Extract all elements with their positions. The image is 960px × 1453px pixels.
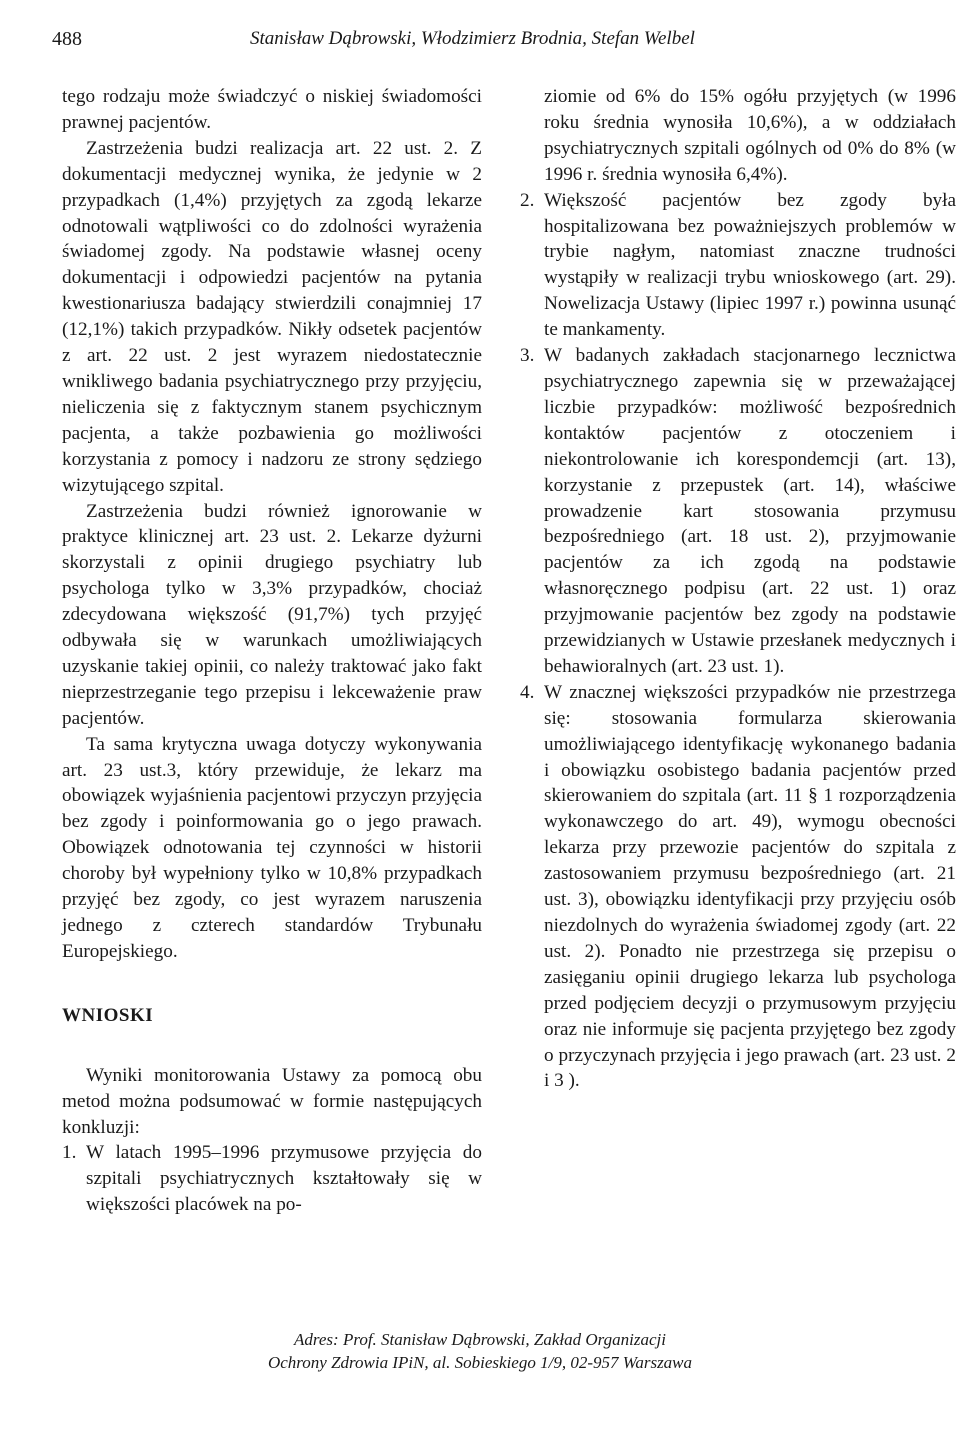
paragraph: Zastrzeżenia budzi realizacja art. 22 ust. 2. Z dokumentacji medycznej wynika, że jedynie w 2 przypadkach (1,4%) przyjętych za zgodą lekarze odnotowali wątpliwości co do zdolności wyrażenia świadomej zgody. Na podstawie własnej oceny dokumentacji i odpowiedzi pacjentów na pytania kwestionariusza badający stwierdzili conajmniej 17 (12,1%) takich przypadków. Nikły odsetek pacjentów z art. 22 ust. 2 jest wyrazem niedostatecznie wnikliwego badania psychiatrycznego przy przyjęciu, nieliczenia się z faktycznym stanem psychicznym pacjenta, a także pozbawienia go możliwości korzystania z pomocy i nadzoru ze strony sędziego wizytującego szpital. [62,137,482,496]
list-item [520,680,956,1095]
left-column [62,84,482,1218]
list-text: W znacznej większości przypadków nie przestrzega się: stosowania formularza skierowania umożliwiającego identyfikację wykonanego badania i obowiązku osobistego badania pacjentów przed skierowaniem do szpitala (art. 11 § 1 rozporządzenia wykonawczego do art. 49), wymogu obecności lekarza przy przewozie pacjentów do szpitala z zastosowaniem przymusu bezpośredniego (art. 21 ust. 3), obowiązku identyfikacji przy przyjęciu osób niezdolnych do wyrażenia świadomej zgody (art. 22 ust. 2). Ponadto nie przestrzega się przepisu o zasięganiu opinii drugiego lekarza lub psychologa przed podjęciem decyzji o przymusowym przyjęciu oraz nie informuje się pacjenta przyjętego bez zgody o przyczynach przyjęcia i jego prawach (art. 23 ust. 2 i 3 ). [544,681,956,1092]
right-column [520,84,956,1094]
list-number: 2. [520,189,535,211]
paragraph: Ta sama krytyczna uwaga dotyczy wykonywania art. 23 ust.3, który przewiduje, że lekarz ma obowiązek wyjaśnienia pacjentowi przyczyn przyjęcia bez zgody i poinformowania go o jego prawach. Obowiązek odnotowania tej czynności w historii choroby był wypełniony tylko w 10,8% przypadkach przyjęć bez zgody, co jest wyrazem naruszenia jednego z czterech standardów Trybunału Europejskiego. [62,733,482,962]
section-heading: WNIOSKI [62,1004,154,1026]
list-number-spacer [520,84,544,188]
address-line: Ochrony Zdrowia IPiN, al. Sobieskiego 1/9, 02-957 Warszawa [267,1353,693,1372]
list-text: W badanych zakładach stacjonarnego lecznictwa psychiatrycznego zapewnia się w przeważającej liczbie przypadków: możliwość bezpośrednich kontaktów pacjentów z otoczeniem i niekontrolowanie ich korespondemcji (art. 13), korzystanie z przepustek (art. 14), właściwe prowadzenie kart stosowania przymusu bezpośredniego (art. 18 ust. 2), przyjmowanie pacjentów za ich zgodą na podstawie własnoręcznego podpisu (art. 22 ust. 1) oraz przyjmowanie pacjentów bez zgody na podstawie przewidzianych w Ustawie przesłanek medycznych i behawioralnych (art. 23 ust. 1). [544,345,956,677]
paragraph: Zastrzeżenia budzi również ignorowanie w praktyce klinicznej art. 23 ust. 2. Lekarze dyżurni skorzystali z opinii drugiego psychiatry lub psychologa tylko w 3,3% przypadków, chociaż zdecydowana większość (91,7%) tych przyjęć odbywała się w warunkach umożliwiających uzyskanie takiej opinii, co należy traktować jako fakt nieprzestrzeganie tego przepisu i lekceważenie praw pacjentów. [62,500,482,729]
author-address [0,1328,960,1374]
list-item [62,1140,482,1218]
paragraph: tego rodzaju może świadczyć o niskiej świadomości prawnej pacjentów. [62,86,482,133]
list-item [520,343,956,680]
list-text: W latach 1995–1996 przymusowe przyjęcia do szpitali psychiatrycznych kształtowały się w większości placówek na po- [86,1142,482,1216]
list-item-continuation [520,84,956,188]
list-item [520,188,956,343]
list-text: ziomie od 6% do 15% ogółu przyjętych (w 1996 roku średnia wynosiła 10,6%), a w oddziałach psychiatrycznych szpitali ogólnych od 0% do 8% (w 1996 r. średnia wynosiła 6,4%). [544,86,956,185]
list-number: 3. [520,345,535,367]
address-line: Adres: Prof. Stanisław Dąbrowski, Zakład Organizacji [294,1330,666,1349]
paragraph: Wyniki monitorowania Ustawy za pomocą obu metod można podsumować w formie następujących konkluzji: [62,1064,482,1138]
list-number: 1. [62,1142,77,1164]
running-head: Stanisław Dąbrowski, Włodzimierz Brodnia, Stefan Welbel [250,28,695,49]
page-number: 488 [52,28,82,50]
list-number: 4. [520,681,535,703]
list-text: Większość pacjentów bez zgody była hospitalizowana bez poważniejszych problemów w trybie nagłym, natomiast znaczne trudności wystąpiły w realizacji trybu wnioskowego (art. 29). Nowelizacja Ustawy (lipiec 1997 r.) powinna usunąć te mankamenty. [544,189,956,341]
